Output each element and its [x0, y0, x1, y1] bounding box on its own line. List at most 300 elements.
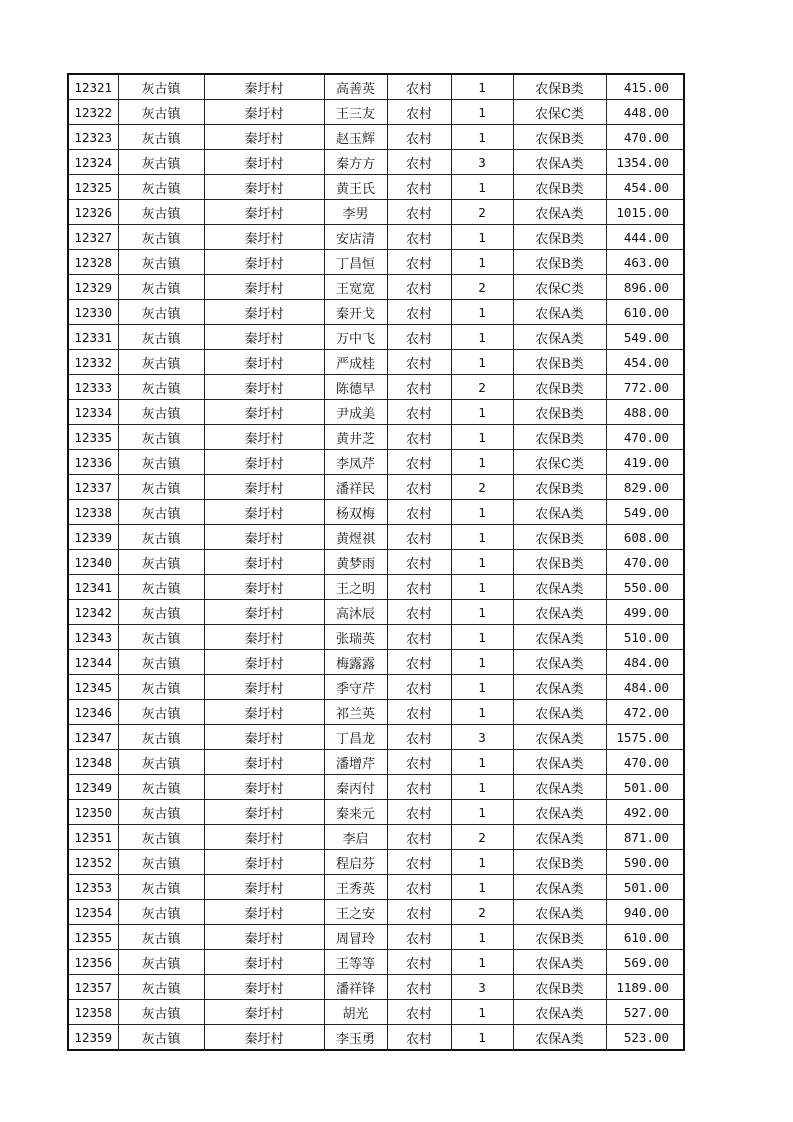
town-cell: 灰古镇	[118, 850, 204, 875]
table-row	[68, 275, 684, 300]
amount-cell: 608.00	[606, 525, 684, 550]
amount-cell: 488.00	[606, 400, 684, 425]
town-cell: 灰古镇	[118, 200, 204, 225]
village-cell: 秦圩村	[204, 400, 324, 425]
village-cell: 秦圩村	[204, 200, 324, 225]
member-count-cell: 1	[451, 325, 513, 350]
member-count-cell: 2	[451, 375, 513, 400]
town-cell: 灰古镇	[118, 750, 204, 775]
table-row	[68, 750, 684, 775]
table-row	[68, 525, 684, 550]
amount-cell: 444.00	[606, 225, 684, 250]
table-row	[68, 925, 684, 950]
amount-cell: 590.00	[606, 850, 684, 875]
village-cell: 秦圩村	[204, 300, 324, 325]
member-count-cell: 2	[451, 825, 513, 850]
record-id-cell: 12356	[68, 950, 118, 975]
village-cell: 秦圩村	[204, 850, 324, 875]
village-cell: 秦圩村	[204, 175, 324, 200]
person-name-cell: 尹成美	[324, 400, 387, 425]
table-row	[68, 600, 684, 625]
town-cell: 灰古镇	[118, 600, 204, 625]
insurance-category-cell: 农保A类	[513, 625, 606, 650]
town-cell: 灰古镇	[118, 300, 204, 325]
insurance-category-cell: 农保A类	[513, 325, 606, 350]
amount-cell: 871.00	[606, 825, 684, 850]
member-count-cell: 1	[451, 450, 513, 475]
household-type-cell: 农村	[387, 975, 451, 1000]
table-row	[68, 675, 684, 700]
household-type-cell: 农村	[387, 350, 451, 375]
member-count-cell: 2	[451, 475, 513, 500]
person-name-cell: 张瑞英	[324, 625, 387, 650]
person-name-cell: 杨双梅	[324, 500, 387, 525]
amount-cell: 1575.00	[606, 725, 684, 750]
member-count-cell: 2	[451, 275, 513, 300]
village-cell: 秦圩村	[204, 500, 324, 525]
record-id-cell: 12322	[68, 100, 118, 125]
person-name-cell: 丁昌恒	[324, 250, 387, 275]
household-type-cell: 农村	[387, 925, 451, 950]
insurance-category-cell: 农保B类	[513, 350, 606, 375]
amount-cell: 1015.00	[606, 200, 684, 225]
record-id-cell: 12347	[68, 725, 118, 750]
record-id-cell: 12359	[68, 1025, 118, 1051]
member-count-cell: 1	[451, 800, 513, 825]
insurance-category-cell: 农保B类	[513, 425, 606, 450]
record-id-cell: 12324	[68, 150, 118, 175]
insurance-category-cell: 农保B类	[513, 74, 606, 100]
record-id-cell: 12331	[68, 325, 118, 350]
town-cell: 灰古镇	[118, 950, 204, 975]
table-row	[68, 575, 684, 600]
person-name-cell: 李玉勇	[324, 1025, 387, 1051]
record-id-cell: 12326	[68, 200, 118, 225]
amount-cell: 419.00	[606, 450, 684, 475]
insurance-category-cell: 农保B类	[513, 225, 606, 250]
table-row	[68, 725, 684, 750]
member-count-cell: 1	[451, 1025, 513, 1051]
record-id-cell: 12350	[68, 800, 118, 825]
village-cell: 秦圩村	[204, 550, 324, 575]
insurance-category-cell: 农保A类	[513, 575, 606, 600]
person-name-cell: 潘祥锋	[324, 975, 387, 1000]
town-cell: 灰古镇	[118, 450, 204, 475]
town-cell: 灰古镇	[118, 500, 204, 525]
town-cell: 灰古镇	[118, 775, 204, 800]
town-cell: 灰古镇	[118, 375, 204, 400]
member-count-cell: 2	[451, 900, 513, 925]
town-cell: 灰古镇	[118, 100, 204, 125]
record-id-cell: 12344	[68, 650, 118, 675]
record-id-cell: 12352	[68, 850, 118, 875]
amount-cell: 470.00	[606, 425, 684, 450]
town-cell: 灰古镇	[118, 975, 204, 1000]
household-type-cell: 农村	[387, 400, 451, 425]
town-cell: 灰古镇	[118, 275, 204, 300]
town-cell: 灰古镇	[118, 650, 204, 675]
household-type-cell: 农村	[387, 750, 451, 775]
insurance-category-cell: 农保A类	[513, 950, 606, 975]
town-cell: 灰古镇	[118, 400, 204, 425]
person-name-cell: 王秀英	[324, 875, 387, 900]
town-cell: 灰古镇	[118, 150, 204, 175]
person-name-cell: 黄煜祺	[324, 525, 387, 550]
town-cell: 灰古镇	[118, 675, 204, 700]
member-count-cell: 1	[451, 775, 513, 800]
member-count-cell: 1	[451, 650, 513, 675]
amount-cell: 501.00	[606, 875, 684, 900]
town-cell: 灰古镇	[118, 625, 204, 650]
household-type-cell: 农村	[387, 475, 451, 500]
village-cell: 秦圩村	[204, 375, 324, 400]
record-id-cell: 12338	[68, 500, 118, 525]
member-count-cell: 1	[451, 700, 513, 725]
town-cell: 灰古镇	[118, 550, 204, 575]
member-count-cell: 1	[451, 925, 513, 950]
table-row	[68, 775, 684, 800]
person-name-cell: 黄梦雨	[324, 550, 387, 575]
amount-cell: 472.00	[606, 700, 684, 725]
member-count-cell: 1	[451, 125, 513, 150]
village-cell: 秦圩村	[204, 350, 324, 375]
village-cell: 秦圩村	[204, 125, 324, 150]
amount-cell: 610.00	[606, 925, 684, 950]
amount-cell: 549.00	[606, 500, 684, 525]
village-cell: 秦圩村	[204, 650, 324, 675]
member-count-cell: 1	[451, 300, 513, 325]
insurance-category-cell: 农保C类	[513, 275, 606, 300]
person-name-cell: 季守芹	[324, 675, 387, 700]
amount-cell: 415.00	[606, 74, 684, 100]
table-row	[68, 550, 684, 575]
insurance-category-cell: 农保B类	[513, 475, 606, 500]
member-count-cell: 1	[451, 425, 513, 450]
records-table	[67, 73, 685, 1051]
village-cell: 秦圩村	[204, 825, 324, 850]
record-id-cell: 12328	[68, 250, 118, 275]
person-name-cell: 李凤芹	[324, 450, 387, 475]
town-cell: 灰古镇	[118, 175, 204, 200]
village-cell: 秦圩村	[204, 725, 324, 750]
household-type-cell: 农村	[387, 575, 451, 600]
household-type-cell: 农村	[387, 200, 451, 225]
town-cell: 灰古镇	[118, 575, 204, 600]
household-type-cell: 农村	[387, 600, 451, 625]
insurance-category-cell: 农保C类	[513, 450, 606, 475]
village-cell: 秦圩村	[204, 475, 324, 500]
person-name-cell: 王宽宽	[324, 275, 387, 300]
member-count-cell: 1	[451, 950, 513, 975]
household-type-cell: 农村	[387, 225, 451, 250]
insurance-category-cell: 农保A类	[513, 300, 606, 325]
table-row	[68, 900, 684, 925]
amount-cell: 527.00	[606, 1000, 684, 1025]
person-name-cell: 胡光	[324, 1000, 387, 1025]
insurance-category-cell: 农保A类	[513, 725, 606, 750]
table-body	[68, 74, 684, 1050]
amount-cell: 610.00	[606, 300, 684, 325]
household-type-cell: 农村	[387, 850, 451, 875]
household-type-cell: 农村	[387, 150, 451, 175]
member-count-cell: 1	[451, 750, 513, 775]
amount-cell: 470.00	[606, 750, 684, 775]
person-name-cell: 梅露露	[324, 650, 387, 675]
member-count-cell: 1	[451, 675, 513, 700]
insurance-category-cell: 农保B类	[513, 925, 606, 950]
village-cell: 秦圩村	[204, 925, 324, 950]
record-id-cell: 12354	[68, 900, 118, 925]
person-name-cell: 周冒玲	[324, 925, 387, 950]
town-cell: 灰古镇	[118, 250, 204, 275]
village-cell: 秦圩村	[204, 1000, 324, 1025]
amount-cell: 569.00	[606, 950, 684, 975]
person-name-cell: 秦方方	[324, 150, 387, 175]
table-row	[68, 975, 684, 1000]
village-cell: 秦圩村	[204, 525, 324, 550]
insurance-category-cell: 农保A类	[513, 150, 606, 175]
amount-cell: 484.00	[606, 650, 684, 675]
person-name-cell: 赵玉辉	[324, 125, 387, 150]
town-cell: 灰古镇	[118, 725, 204, 750]
member-count-cell: 1	[451, 1000, 513, 1025]
village-cell: 秦圩村	[204, 575, 324, 600]
insurance-category-cell: 农保A类	[513, 500, 606, 525]
table-row	[68, 800, 684, 825]
member-count-cell: 2	[451, 200, 513, 225]
village-cell: 秦圩村	[204, 800, 324, 825]
insurance-category-cell: 农保A类	[513, 600, 606, 625]
village-cell: 秦圩村	[204, 675, 324, 700]
person-name-cell: 丁昌龙	[324, 725, 387, 750]
person-name-cell: 高善英	[324, 74, 387, 100]
record-id-cell: 12343	[68, 625, 118, 650]
household-type-cell: 农村	[387, 875, 451, 900]
insurance-category-cell: 农保B类	[513, 400, 606, 425]
table-row	[68, 350, 684, 375]
household-type-cell: 农村	[387, 1000, 451, 1025]
table-row	[68, 300, 684, 325]
village-cell: 秦圩村	[204, 225, 324, 250]
table-row	[68, 1025, 684, 1051]
amount-cell: 470.00	[606, 125, 684, 150]
member-count-cell: 3	[451, 150, 513, 175]
member-count-cell: 1	[451, 350, 513, 375]
person-name-cell: 潘增芹	[324, 750, 387, 775]
amount-cell: 484.00	[606, 675, 684, 700]
record-id-cell: 12330	[68, 300, 118, 325]
amount-cell: 510.00	[606, 625, 684, 650]
member-count-cell: 3	[451, 725, 513, 750]
record-id-cell: 12323	[68, 125, 118, 150]
household-type-cell: 农村	[387, 275, 451, 300]
table-row	[68, 650, 684, 675]
insurance-category-cell: 农保A类	[513, 825, 606, 850]
record-id-cell: 12348	[68, 750, 118, 775]
amount-cell: 896.00	[606, 275, 684, 300]
amount-cell: 492.00	[606, 800, 684, 825]
amount-cell: 940.00	[606, 900, 684, 925]
table-row	[68, 700, 684, 725]
insurance-category-cell: 农保A类	[513, 775, 606, 800]
record-id-cell: 12327	[68, 225, 118, 250]
person-name-cell: 万中飞	[324, 325, 387, 350]
table-row	[68, 225, 684, 250]
town-cell: 灰古镇	[118, 700, 204, 725]
member-count-cell: 1	[451, 400, 513, 425]
person-name-cell: 高沐辰	[324, 600, 387, 625]
person-name-cell: 安店清	[324, 225, 387, 250]
amount-cell: 454.00	[606, 350, 684, 375]
person-name-cell: 潘祥民	[324, 475, 387, 500]
household-type-cell: 农村	[387, 125, 451, 150]
table-row	[68, 850, 684, 875]
town-cell: 灰古镇	[118, 825, 204, 850]
record-id-cell: 12329	[68, 275, 118, 300]
amount-cell: 499.00	[606, 600, 684, 625]
member-count-cell: 1	[451, 500, 513, 525]
person-name-cell: 王等等	[324, 950, 387, 975]
person-name-cell: 陈德早	[324, 375, 387, 400]
person-name-cell: 王之明	[324, 575, 387, 600]
village-cell: 秦圩村	[204, 150, 324, 175]
town-cell: 灰古镇	[118, 925, 204, 950]
member-count-cell: 1	[451, 575, 513, 600]
table-row	[68, 1000, 684, 1025]
insurance-category-cell: 农保A类	[513, 700, 606, 725]
member-count-cell: 1	[451, 525, 513, 550]
household-type-cell: 农村	[387, 375, 451, 400]
insurance-category-cell: 农保B类	[513, 550, 606, 575]
household-type-cell: 农村	[387, 425, 451, 450]
record-id-cell: 12357	[68, 975, 118, 1000]
insurance-category-cell: 农保B类	[513, 850, 606, 875]
village-cell: 秦圩村	[204, 875, 324, 900]
table-row	[68, 100, 684, 125]
person-name-cell: 秦丙付	[324, 775, 387, 800]
insurance-category-cell: 农保B类	[513, 125, 606, 150]
insurance-category-cell: 农保A类	[513, 675, 606, 700]
town-cell: 灰古镇	[118, 325, 204, 350]
person-name-cell: 秦来元	[324, 800, 387, 825]
amount-cell: 1189.00	[606, 975, 684, 1000]
table-row	[68, 375, 684, 400]
household-type-cell: 农村	[387, 800, 451, 825]
town-cell: 灰古镇	[118, 225, 204, 250]
record-id-cell: 12339	[68, 525, 118, 550]
record-id-cell: 12334	[68, 400, 118, 425]
town-cell: 灰古镇	[118, 800, 204, 825]
person-name-cell: 黄王氏	[324, 175, 387, 200]
village-cell: 秦圩村	[204, 425, 324, 450]
household-type-cell: 农村	[387, 1025, 451, 1051]
table-row	[68, 425, 684, 450]
village-cell: 秦圩村	[204, 775, 324, 800]
town-cell: 灰古镇	[118, 425, 204, 450]
insurance-category-cell: 农保A类	[513, 750, 606, 775]
amount-cell: 470.00	[606, 550, 684, 575]
record-id-cell: 12351	[68, 825, 118, 850]
village-cell: 秦圩村	[204, 275, 324, 300]
table-row	[68, 450, 684, 475]
town-cell: 灰古镇	[118, 525, 204, 550]
amount-cell: 829.00	[606, 475, 684, 500]
village-cell: 秦圩村	[204, 100, 324, 125]
member-count-cell: 1	[451, 74, 513, 100]
table-row	[68, 625, 684, 650]
record-id-cell: 12353	[68, 875, 118, 900]
insurance-category-cell: 农保A类	[513, 650, 606, 675]
insurance-category-cell: 农保A类	[513, 200, 606, 225]
table-row	[68, 475, 684, 500]
household-type-cell: 农村	[387, 525, 451, 550]
table-row	[68, 200, 684, 225]
town-cell: 灰古镇	[118, 875, 204, 900]
insurance-category-cell: 农保B类	[513, 525, 606, 550]
table-row	[68, 325, 684, 350]
town-cell: 灰古镇	[118, 900, 204, 925]
household-type-cell: 农村	[387, 325, 451, 350]
insurance-category-cell: 农保C类	[513, 100, 606, 125]
member-count-cell: 1	[451, 875, 513, 900]
amount-cell: 550.00	[606, 575, 684, 600]
record-id-cell: 12358	[68, 1000, 118, 1025]
household-type-cell: 农村	[387, 450, 451, 475]
household-type-cell: 农村	[387, 725, 451, 750]
insurance-category-cell: 农保A类	[513, 1000, 606, 1025]
table-row	[68, 825, 684, 850]
town-cell: 灰古镇	[118, 74, 204, 100]
person-name-cell: 李启	[324, 825, 387, 850]
household-type-cell: 农村	[387, 500, 451, 525]
insurance-category-cell: 农保B类	[513, 250, 606, 275]
household-type-cell: 农村	[387, 775, 451, 800]
person-name-cell: 程启芬	[324, 850, 387, 875]
village-cell: 秦圩村	[204, 74, 324, 100]
record-id-cell: 12332	[68, 350, 118, 375]
household-type-cell: 农村	[387, 650, 451, 675]
village-cell: 秦圩村	[204, 625, 324, 650]
insurance-category-cell: 农保A类	[513, 900, 606, 925]
village-cell: 秦圩村	[204, 325, 324, 350]
household-type-cell: 农村	[387, 100, 451, 125]
village-cell: 秦圩村	[204, 250, 324, 275]
member-count-cell: 1	[451, 600, 513, 625]
village-cell: 秦圩村	[204, 600, 324, 625]
table-row	[68, 500, 684, 525]
record-id-cell: 12341	[68, 575, 118, 600]
household-type-cell: 农村	[387, 175, 451, 200]
household-type-cell: 农村	[387, 250, 451, 275]
record-id-cell: 12333	[68, 375, 118, 400]
amount-cell: 1354.00	[606, 150, 684, 175]
table-row	[68, 950, 684, 975]
amount-cell: 523.00	[606, 1025, 684, 1051]
record-id-cell: 12345	[68, 675, 118, 700]
village-cell: 秦圩村	[204, 1025, 324, 1051]
town-cell: 灰古镇	[118, 1025, 204, 1051]
member-count-cell: 1	[451, 225, 513, 250]
member-count-cell: 1	[451, 850, 513, 875]
insurance-category-cell: 农保B类	[513, 975, 606, 1000]
member-count-cell: 1	[451, 175, 513, 200]
table-row	[68, 74, 684, 100]
household-type-cell: 农村	[387, 675, 451, 700]
household-type-cell: 农村	[387, 550, 451, 575]
person-name-cell: 王之安	[324, 900, 387, 925]
household-type-cell: 农村	[387, 74, 451, 100]
village-cell: 秦圩村	[204, 900, 324, 925]
